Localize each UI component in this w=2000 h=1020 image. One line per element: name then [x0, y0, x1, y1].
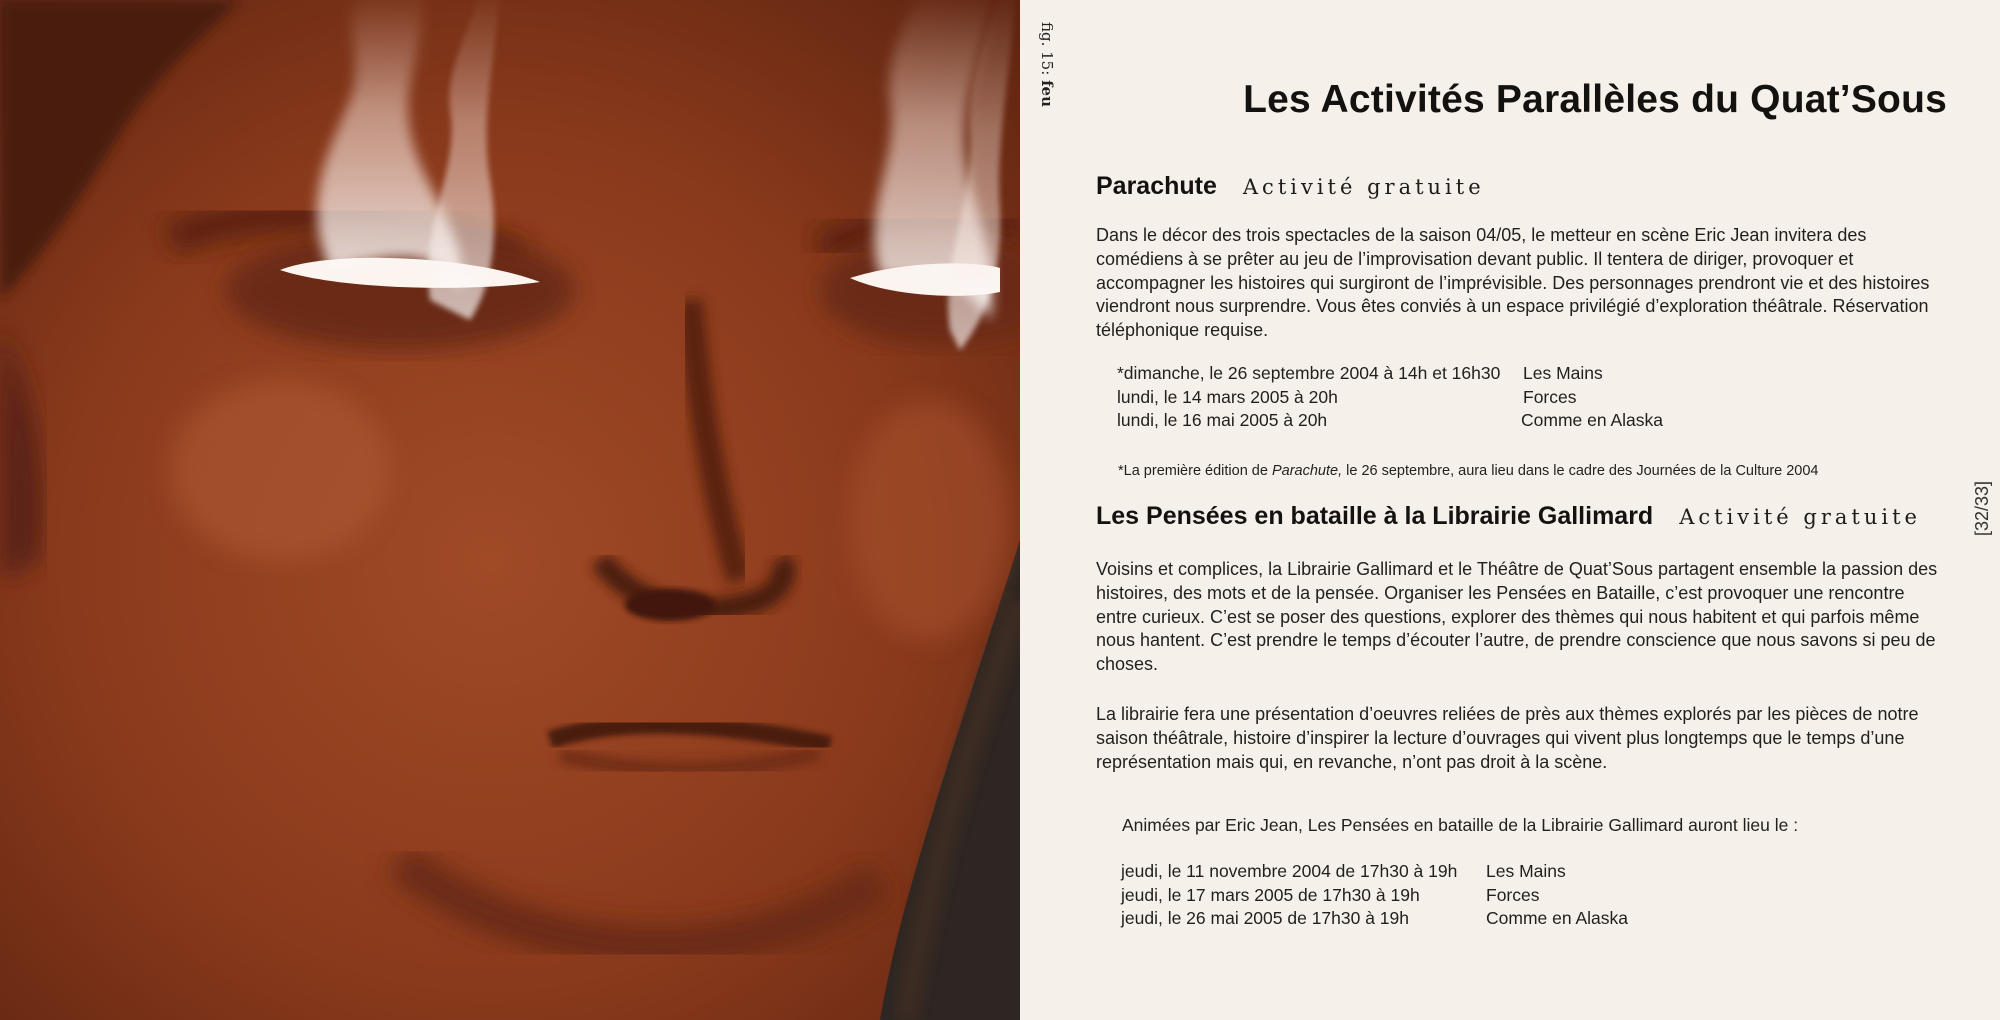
- schedule-show: Comme en Alaska: [1521, 410, 1664, 430]
- schedule-row: [1121, 860, 1628, 884]
- schedule-show: Forces: [1486, 884, 1540, 905]
- figure-caption: [1032, 22, 1062, 132]
- schedule-row: [1121, 884, 1628, 908]
- schedule-show: Les Mains: [1486, 861, 1566, 881]
- section-parachute-description: Dans le décor des trois spectacles de la saison 04/05, le metteur en scène Eric Jean invitera des comédiens à se prêter au jeu de l’improvisation devant public. Il tentera de diriger, provoquer et accompagner les histoires qui surgiront de l’imprévisible. Des personnages prendront vie et des histoires viendront nous surprendre. Vous êtes conviés à un espace privilégié d’exploration théâtrale. Réservation téléphonique requise.: [1096, 225, 1930, 341]
- section-pensees-heading: [1096, 502, 1921, 531]
- schedule-show: Les Mains: [1523, 363, 1603, 383]
- parachute-footnote: [1118, 463, 1819, 479]
- section-pensees-tag: Activité gratuite: [1679, 505, 1921, 529]
- schedule-row: [1117, 362, 1663, 386]
- schedule-date: jeudi, le 17 mars 2005 de 17h30 à 19h: [1121, 884, 1420, 905]
- section-parachute-tag: Activité gratuite: [1242, 175, 1485, 199]
- footnote-text-start: *La première édition de: [1118, 463, 1272, 479]
- section-parachute-title: Parachute: [1096, 172, 1217, 200]
- schedule-date: *dimanche, le 26 septembre 2004 à 14h et 16h30: [1117, 363, 1501, 383]
- page-number: [1972, 478, 1996, 538]
- section-pensees-description: Voisins et complices, la Librairie Gallimard et le Théâtre de Quat’Sous partagent ensemble la passion des histoires, des mots et de la pensée. Organiser les Pensées en Bataille, c’est provoquer une rencontre entre curieux. C’est se poser des questions, explorer des thèmes qui nous habitent et qui parfois même nous hantent. C’est prendre le temps d’écouter l’autre, de prendre conscience que nous savons si peu de choses.: [1096, 559, 1938, 675]
- section-pensees-title: Les Pensées en bataille à la Librairie Gallimard: [1096, 502, 1654, 530]
- schedule-date: lundi, le 14 mars 2005 à 20h: [1117, 386, 1338, 407]
- page-title: Les Activités Parallèles du Quat’Sous: [1243, 78, 1947, 121]
- footnote-emphasis: Parachute,: [1271, 463, 1343, 479]
- schedule-date: lundi, le 16 mai 2005 à 20h: [1117, 410, 1328, 430]
- parachute-schedule: [1117, 362, 1663, 433]
- pensees-schedule: [1121, 860, 1628, 931]
- page-number-text: [32/33]: [1972, 480, 1992, 536]
- schedule-row: [1121, 907, 1628, 931]
- schedule-show: Comme en Alaska: [1486, 908, 1629, 928]
- figure-caption-prefix: fig. 15:: [1038, 22, 1056, 76]
- schedule-row: [1117, 409, 1663, 433]
- schedule-show: Forces: [1523, 386, 1577, 407]
- schedule-row: [1117, 386, 1663, 410]
- schedule-date: jeudi, le 26 mai 2005 de 17h30 à 19h: [1121, 908, 1410, 928]
- footnote-text-end: le 26 septembre, aura lieu dans le cadre des Journées de la Culture 2004: [1342, 463, 1819, 479]
- section-parachute-heading: [1096, 172, 1485, 201]
- pensees-intro: Animées par Eric Jean, Les Pensées en bataille de la Librairie Gallimard auront lieu le :: [1122, 815, 1799, 835]
- schedule-date: jeudi, le 11 novembre 2004 de 17h30 à 19h: [1121, 861, 1458, 881]
- section-pensees-presentation: La librairie fera une présentation d’oeuvres reliées de près aux thèmes explorés par les pièces de notre saison théâtrale, histoire d’inspirer la lecture d’ouvrages qui vivent plus longtemps que le temps d’une représentation mais qui, en revanche, n’ont pas droit à la scène.: [1096, 704, 1919, 772]
- figure-caption-word: feu: [1038, 80, 1056, 107]
